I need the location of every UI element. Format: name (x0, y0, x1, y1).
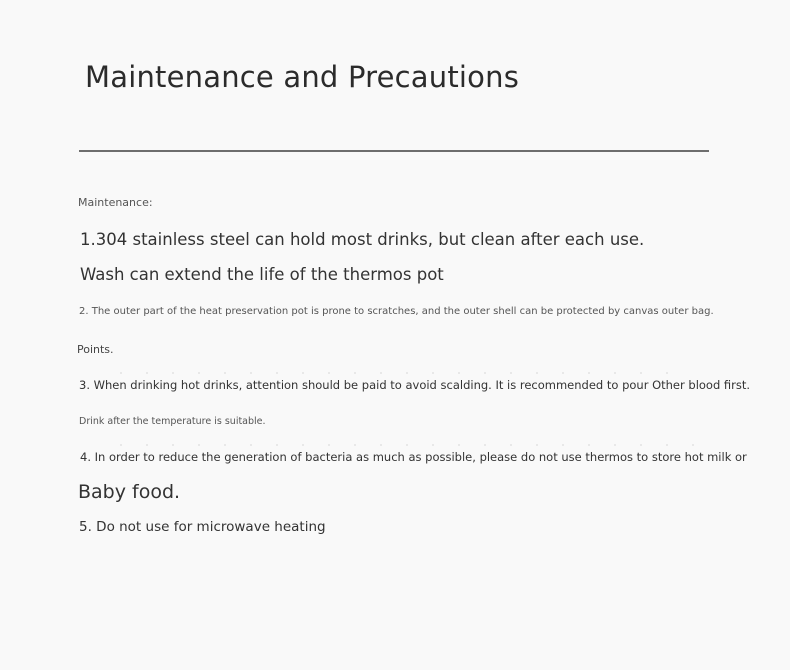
scan-artifact-dots (108, 444, 698, 446)
text-line-item-5: 5. Do not use for microwave heating (79, 519, 326, 535)
scan-artifact-dots (108, 372, 688, 374)
text-line-item-2: 2. The outer part of the heat preservation pot is prone to scratches, and the outer shell can be protected by canvas outer bag. (79, 306, 714, 317)
title-divider (79, 150, 709, 152)
text-line-item-1: 1.304 stainless steel can hold most drinks, but clean after each use. (80, 230, 645, 249)
section-label-maintenance: Maintenance: (78, 196, 153, 209)
text-line-item-2-continued: Points. (77, 343, 114, 356)
text-line-item-3-continued: Drink after the temperature is suitable. (79, 416, 266, 427)
text-line-item-3: 3. When drinking hot drinks, attention should be paid to avoid scalding. It is recommended to pour Other blood first. (79, 378, 751, 392)
text-line-item-4-continued: Baby food. (78, 481, 181, 503)
text-line-item-1-continued: Wash can extend the life of the thermos pot (80, 265, 444, 284)
text-line-item-4: 4. In order to reduce the generation of bacteria as much as possible, please do not use thermos to store hot milk or (80, 450, 747, 464)
page-title: Maintenance and Precautions (85, 60, 520, 94)
